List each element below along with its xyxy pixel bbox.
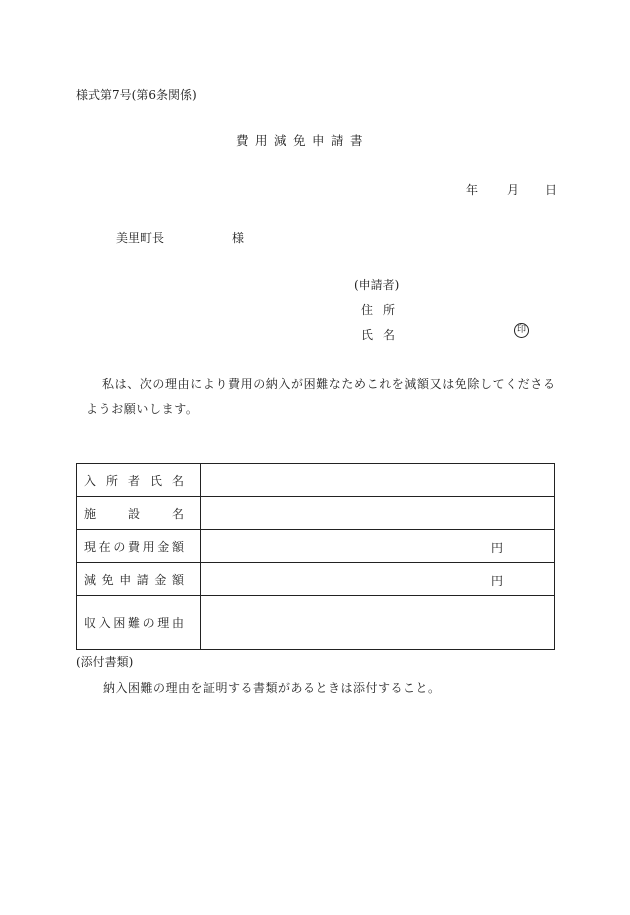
label-char: 理 xyxy=(157,616,170,630)
label-char: 設 xyxy=(127,506,140,521)
table-row xyxy=(77,464,555,497)
attachment-note: 納入困難の理由を証明する書類があるときは添付すること。 xyxy=(103,681,441,695)
label-char: 額 xyxy=(171,539,184,554)
label-char: 入 xyxy=(84,473,97,488)
label-char: 者 xyxy=(127,473,140,488)
yen-unit: 円 xyxy=(491,541,504,555)
label-char: 入 xyxy=(98,616,111,630)
label-char: 減 xyxy=(84,572,97,587)
label-char: 難 xyxy=(127,616,140,630)
label-char: 額 xyxy=(171,572,184,587)
spaced-label xyxy=(84,571,184,588)
application-table xyxy=(76,463,555,650)
date-month-label: 月 xyxy=(507,183,520,197)
address-label: 住所 xyxy=(361,303,406,317)
label-char: の xyxy=(142,616,155,630)
label-char: 金 xyxy=(154,572,167,587)
spaced-label xyxy=(84,538,184,555)
label-char: 所 xyxy=(105,473,118,488)
current-cost-field[interactable] xyxy=(201,530,555,563)
form-number: 様式第7号(第6条関係) xyxy=(76,88,197,102)
spaced-label xyxy=(84,614,184,631)
label-char: 用 xyxy=(142,539,155,554)
label-char: 費 xyxy=(127,539,140,554)
table-row xyxy=(77,596,555,650)
label-char: の xyxy=(113,539,126,554)
label-char: 請 xyxy=(136,572,149,587)
row-label-hardship-reason xyxy=(77,596,201,650)
addressee-name: 美里町長 xyxy=(116,231,165,245)
label-char: 氏 xyxy=(149,473,162,488)
label-char: 由 xyxy=(171,616,184,630)
row-label-facility-name xyxy=(77,497,201,530)
row-label-current-cost xyxy=(77,530,201,563)
resident-name-field[interactable] xyxy=(201,464,555,497)
label-char: 金 xyxy=(157,539,170,554)
table-row xyxy=(77,530,555,563)
spaced-label xyxy=(84,472,184,489)
label-char: 困 xyxy=(113,616,126,630)
yen-unit: 円 xyxy=(491,574,504,588)
page-title: 費用減免申請書 xyxy=(236,133,370,148)
date-day-label: 日 xyxy=(545,183,558,197)
label-char: 施 xyxy=(84,506,97,521)
facility-name-field[interactable] xyxy=(201,497,555,530)
label-char: 在 xyxy=(98,539,111,554)
label-char: 申 xyxy=(119,572,132,587)
table-row xyxy=(77,563,555,596)
seal-mark: 印 xyxy=(514,323,529,338)
addressee-honorific: 様 xyxy=(232,231,245,245)
request-statement: 私は、次の理由により費用の納入が困難なためこれを減額又は免除してくださるようお願いします。 xyxy=(86,377,556,416)
label-char: 免 xyxy=(101,572,114,587)
label-char: 収 xyxy=(84,616,97,630)
applicant-label: (申請者) xyxy=(354,278,400,292)
name-label: 氏名 xyxy=(361,328,406,342)
hardship-reason-field[interactable] xyxy=(201,596,555,650)
requested-amount-field[interactable] xyxy=(201,563,555,596)
label-char: 名 xyxy=(171,473,184,488)
attachment-label: (添付書類) xyxy=(76,655,134,669)
label-char: 名 xyxy=(171,506,184,521)
label-char: 現 xyxy=(84,539,97,554)
row-label-resident-name xyxy=(77,464,201,497)
row-label-requested-amount xyxy=(77,563,201,596)
date-year-label: 年 xyxy=(466,183,479,197)
spaced-label xyxy=(84,505,184,522)
table-row xyxy=(77,497,555,530)
